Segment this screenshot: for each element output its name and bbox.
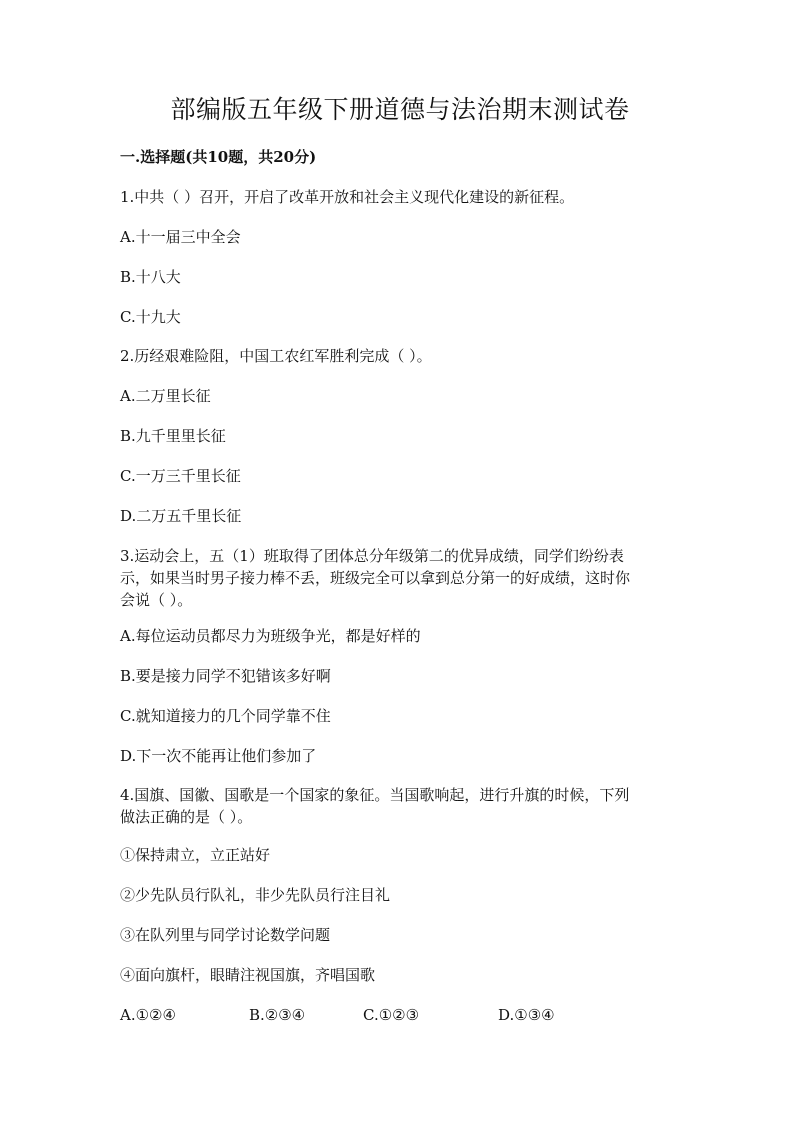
question-3-stem-line-1: 3.运动会上，五（1）班取得了团体总分年级第二的优异成绩，同学们纷纷表 — [120, 547, 624, 565]
question-2-option-d: D.二万五千里长征 — [120, 507, 242, 525]
question-1-option-c: C.十九大 — [120, 308, 181, 326]
question-1-option-a: A.十一届三中全会 — [120, 228, 241, 246]
question-4-stem-line-2: 做法正确的是（ ）。 — [120, 808, 253, 826]
question-3-option-b: B.要是接力同学不犯错该多好啊 — [120, 667, 331, 685]
question-4-statement-1: ①保持肃立，立正站好 — [120, 846, 271, 864]
question-1-stem: 1.中共（ ）召开，开启了改革开放和社会主义现代化建设的新征程。 — [120, 188, 575, 206]
question-3-stem — [120, 545, 680, 611]
question-4-option-d: D.①③④ — [498, 1006, 555, 1024]
question-3-stem-line-2: 示，如果当时男子接力棒不丢，班级完全可以拿到总分第一的好成绩，这时你 — [120, 569, 631, 587]
question-2-option-c: C.一万三千里长征 — [120, 467, 241, 485]
question-4-options — [120, 1004, 680, 1026]
question-3-option-a: A.每位运动员都尽力为班级争光，都是好样的 — [120, 627, 421, 645]
question-3-stem-line-3: 会说（ ）。 — [120, 591, 193, 609]
question-1-option-b: B.十八大 — [120, 268, 181, 286]
document-title: 部编版五年级下册道德与法治期末测试卷 — [170, 95, 630, 124]
question-2-option-a: A.二万里长征 — [120, 387, 211, 405]
question-2-option-b: B.九千里里长征 — [120, 427, 226, 445]
question-4-option-c: C.①②③ — [363, 1006, 420, 1024]
question-3-option-c: C.就知道接力的几个同学靠不住 — [120, 707, 331, 725]
question-4-statement-2: ②少先队员行队礼，非少先队员行注目礼 — [120, 886, 391, 904]
section-heading: 一.选择题(共10题，共20分) — [120, 148, 317, 166]
question-3-option-d: D.下一次不能再让他们参加了 — [120, 747, 317, 765]
question-4-stem-line-1: 4.国旗、国徽、国歌是一个国家的象征。当国歌响起，进行升旗的时候，下列 — [120, 786, 630, 804]
question-4-option-a: A.①②④ — [120, 1006, 176, 1024]
question-4-statement-4: ④面向旗杆，眼睛注视国旗，齐唱国歌 — [120, 966, 376, 984]
question-4-option-b: B.②③④ — [249, 1006, 306, 1024]
question-4-stem — [120, 784, 680, 828]
question-4-statement-3: ③在队列里与同学讨论数学问题 — [120, 926, 331, 944]
question-2-stem: 2.历经艰难险阻，中国工农红军胜利完成（ ）。 — [120, 347, 432, 365]
